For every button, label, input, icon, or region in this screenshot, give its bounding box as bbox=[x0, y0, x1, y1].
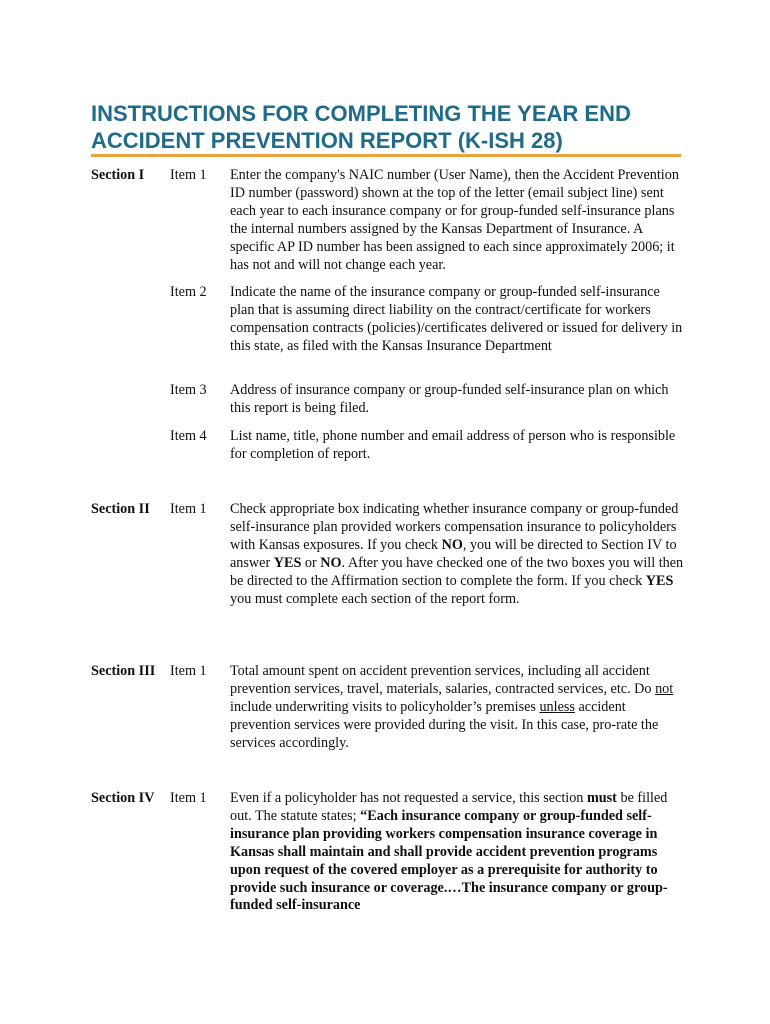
title-line-1: INSTRUCTIONS FOR COMPLETING THE YEAR END bbox=[91, 101, 631, 126]
section-label: Section I bbox=[91, 167, 145, 183]
item-text: List name, title, phone number and email address of person who is responsible for completion of report. bbox=[230, 428, 676, 462]
item-label: Item 1 bbox=[170, 167, 207, 183]
item-text: Enter the company's NAIC number (User Name), then the Accident Prevention ID number (password) shown at the top of the letter (email subject line) sent each year to each insurance company or for group-funded self-insurance plans the internal numbers assigned by the Kansas Department of Insurance. A specific AP ID number has been assigned to each since approximately 2006; it has not and will not change each year. bbox=[230, 167, 679, 273]
text-run: include underwriting visits to policyholder’s premises bbox=[230, 698, 540, 715]
item-text: Address of insurance company or group-funded self-insurance plan on which this report is being filed. bbox=[230, 382, 669, 416]
item-label: Item 3 bbox=[170, 382, 207, 398]
emphasis-yes: YES bbox=[273, 554, 302, 571]
text-run: Total amount spent on accident prevention services, including all accident prevention services, travel, materials, salaries, contracted services, etc. Do bbox=[230, 663, 656, 697]
section-label: Section II bbox=[91, 501, 150, 517]
item-label: Item 1 bbox=[170, 501, 207, 517]
item-label: Item 2 bbox=[170, 284, 207, 300]
document-title bbox=[91, 100, 691, 154]
text-run: or bbox=[301, 554, 321, 571]
item-label: Item 1 bbox=[170, 663, 207, 679]
text-run: accident prevention services were provided during the visit. In this case, pro-rate the services accordingly. bbox=[230, 698, 659, 751]
section-label: Section III bbox=[91, 663, 156, 679]
statute-quote: “Each insurance company or group-funded self-insurance plan providing workers compensation insurance coverage in Kansas shall maintain and shall provide accident prevention programs upon request of the covered employer as a prerequisite for authority to provide such insurance or coverage.…The insurance company or group-funded self-insurance bbox=[230, 807, 668, 914]
item-text bbox=[230, 790, 686, 915]
emphasis-yes: YES bbox=[645, 572, 674, 589]
item-label: Item 4 bbox=[170, 428, 207, 444]
text-run: Check appropriate box indicating whether insurance company or group-funded self-insurance plan provided workers compensation insurance to policyholders with Kansas exposures. If you check bbox=[230, 501, 679, 553]
text-run: , you will be directed to Section IV to answer bbox=[230, 536, 677, 571]
underlined-not: not bbox=[655, 680, 674, 697]
emphasis-no: NO bbox=[320, 554, 342, 571]
text-run: Even if a policyholder has not requested a service, this section bbox=[230, 790, 587, 806]
item-label: Item 1 bbox=[170, 790, 207, 806]
text-run: . After you have checked one of the two boxes you will then be directed to the Affirmation section to complete the form. If you check bbox=[230, 554, 684, 589]
item-text bbox=[230, 501, 686, 608]
text-run: you must complete each section of the report form. bbox=[230, 590, 520, 607]
underlined-unless: unless bbox=[539, 698, 575, 715]
title-line-2: ACCIDENT PREVENTION REPORT (K-ISH 28) bbox=[91, 128, 563, 153]
item-text: Indicate the name of the insurance company or group-funded self-insurance plan that is assuming direct liability on the contract/certificate for workers compensation contracts (policies)/certificates delivered or issued for delivery in this state, as filed with the Kansas Insurance Department bbox=[230, 284, 683, 354]
section-label: Section IV bbox=[91, 790, 155, 806]
text-run: be filled out. The statute states; bbox=[230, 790, 668, 824]
title-underline bbox=[91, 154, 681, 157]
emphasis-no: NO bbox=[441, 536, 463, 553]
emphasis-must: must bbox=[586, 790, 617, 806]
item-text bbox=[230, 663, 686, 753]
